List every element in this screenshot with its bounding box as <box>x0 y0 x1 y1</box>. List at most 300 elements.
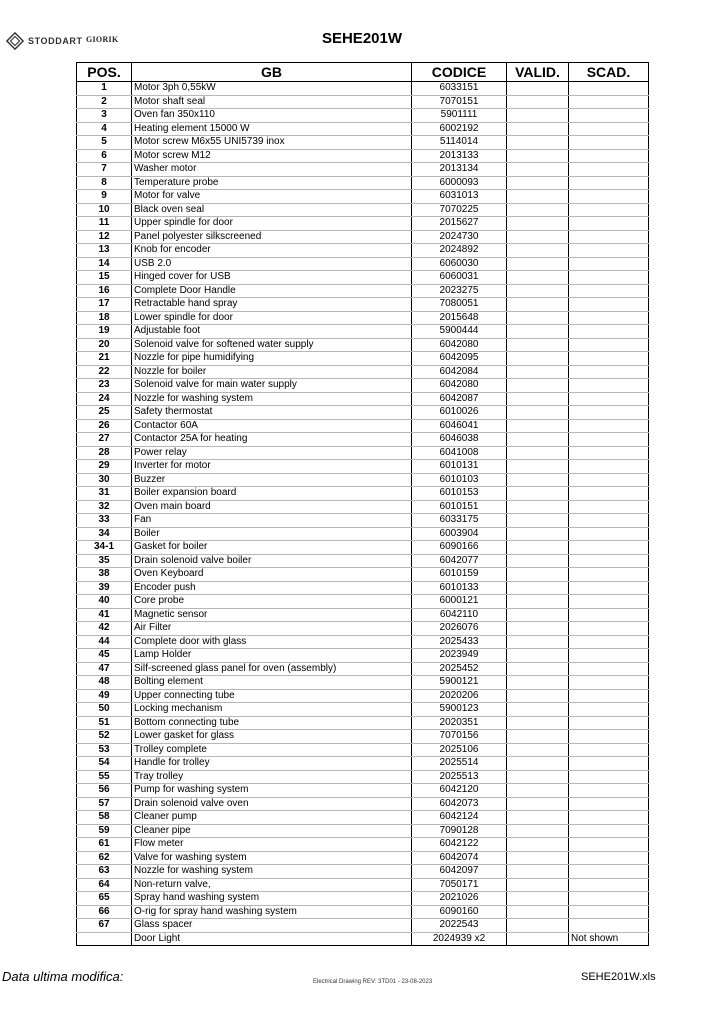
cell-pos: 4 <box>77 122 132 136</box>
cell-pos: 27 <box>77 433 132 447</box>
table-row <box>77 149 649 163</box>
cell-code: 2025513 <box>412 770 507 784</box>
cell-scad <box>569 406 649 420</box>
cell-code: 6060030 <box>412 257 507 271</box>
cell-scad <box>569 757 649 771</box>
cell-pos: 51 <box>77 716 132 730</box>
cell-description: Glass spacer <box>132 919 412 933</box>
cell-valid <box>507 581 569 595</box>
cell-pos: 62 <box>77 851 132 865</box>
cell-pos: 26 <box>77 419 132 433</box>
cell-description: Nozzle for washing system <box>132 392 412 406</box>
cell-valid <box>507 851 569 865</box>
cell-code: 2023275 <box>412 284 507 298</box>
cell-description: Upper spindle for door <box>132 217 412 231</box>
cell-scad <box>569 527 649 541</box>
table-row <box>77 541 649 555</box>
cell-description: Buzzer <box>132 473 412 487</box>
cell-valid <box>507 878 569 892</box>
cell-code: 6042077 <box>412 554 507 568</box>
cell-pos: 38 <box>77 568 132 582</box>
cell-pos: 7 <box>77 163 132 177</box>
cell-description: Silf-screened glass panel for oven (assembly) <box>132 662 412 676</box>
cell-valid <box>507 811 569 825</box>
cell-code: 6042120 <box>412 784 507 798</box>
cell-description: Gasket for boiler <box>132 541 412 555</box>
cell-code: 7050171 <box>412 878 507 892</box>
table-row <box>77 878 649 892</box>
cell-scad <box>569 473 649 487</box>
cell-valid <box>507 662 569 676</box>
cell-valid <box>507 676 569 690</box>
table-row <box>77 446 649 460</box>
cell-code: 6042110 <box>412 608 507 622</box>
cell-code: 6042124 <box>412 811 507 825</box>
cell-code: 2021026 <box>412 892 507 906</box>
cell-pos: 63 <box>77 865 132 879</box>
cell-pos: 29 <box>77 460 132 474</box>
cell-description: Hinged cover for USB <box>132 271 412 285</box>
cell-description: Inverter for motor <box>132 460 412 474</box>
table-row <box>77 325 649 339</box>
cell-code: 6010103 <box>412 473 507 487</box>
cell-pos: 58 <box>77 811 132 825</box>
cell-pos: 30 <box>77 473 132 487</box>
cell-code: 6010159 <box>412 568 507 582</box>
cell-valid <box>507 473 569 487</box>
cell-code: 6010151 <box>412 500 507 514</box>
table-row <box>77 730 649 744</box>
table-row <box>77 770 649 784</box>
cell-scad <box>569 919 649 933</box>
cell-scad <box>569 419 649 433</box>
cell-code: 2026076 <box>412 622 507 636</box>
cell-code: 6042087 <box>412 392 507 406</box>
cell-scad <box>569 311 649 325</box>
cell-scad <box>569 811 649 825</box>
cell-pos: 12 <box>77 230 132 244</box>
column-header-pos: POS. <box>77 63 132 82</box>
table-row <box>77 703 649 717</box>
table-row <box>77 595 649 609</box>
table-row <box>77 136 649 150</box>
cell-valid <box>507 554 569 568</box>
cell-valid <box>507 595 569 609</box>
table-row <box>77 230 649 244</box>
table-row <box>77 82 649 96</box>
cell-scad <box>569 878 649 892</box>
cell-pos: 8 <box>77 176 132 190</box>
cell-code: 6046038 <box>412 433 507 447</box>
cell-description: Magnetic sensor <box>132 608 412 622</box>
cell-code: 6090166 <box>412 541 507 555</box>
table-row <box>77 271 649 285</box>
cell-valid <box>507 730 569 744</box>
cell-scad <box>569 743 649 757</box>
table-row <box>77 743 649 757</box>
cell-description: Motor for valve <box>132 190 412 204</box>
cell-valid <box>507 689 569 703</box>
cell-description: Air Filter <box>132 622 412 636</box>
cell-code: 2015627 <box>412 217 507 231</box>
column-header-gb: GB <box>132 63 412 82</box>
table-row <box>77 95 649 109</box>
cell-description: Contactor 60A <box>132 419 412 433</box>
cell-description: Adjustable foot <box>132 325 412 339</box>
cell-description: USB 2.0 <box>132 257 412 271</box>
table-row <box>77 797 649 811</box>
cell-scad <box>569 176 649 190</box>
cell-scad <box>569 203 649 217</box>
cell-description: Motor screw M6x55 UNI5739 inox <box>132 136 412 150</box>
table-row <box>77 716 649 730</box>
cell-description: Encoder push <box>132 581 412 595</box>
cell-scad <box>569 95 649 109</box>
cell-scad <box>569 581 649 595</box>
cell-pos: 55 <box>77 770 132 784</box>
cell-pos: 47 <box>77 662 132 676</box>
cell-valid <box>507 649 569 663</box>
cell-description: Contactor 25A for heating <box>132 433 412 447</box>
cell-description: Cleaner pump <box>132 811 412 825</box>
cell-pos: 13 <box>77 244 132 258</box>
table-row <box>77 757 649 771</box>
cell-scad <box>569 500 649 514</box>
cell-pos: 64 <box>77 878 132 892</box>
cell-code: 6090160 <box>412 905 507 919</box>
table-row <box>77 500 649 514</box>
cell-pos: 49 <box>77 689 132 703</box>
cell-valid <box>507 514 569 528</box>
cell-scad <box>569 433 649 447</box>
cell-valid <box>507 932 569 946</box>
cell-pos: 20 <box>77 338 132 352</box>
cell-description: Heating element 15000 W <box>132 122 412 136</box>
table-row <box>77 689 649 703</box>
table-row <box>77 635 649 649</box>
cell-code: 6010026 <box>412 406 507 420</box>
table-row <box>77 257 649 271</box>
cell-code: 2025106 <box>412 743 507 757</box>
column-header-scad: SCAD. <box>569 63 649 82</box>
cell-description: Trolley complete <box>132 743 412 757</box>
cell-valid <box>507 217 569 231</box>
cell-code: 2025452 <box>412 662 507 676</box>
cell-description: Temperature probe <box>132 176 412 190</box>
cell-scad <box>569 244 649 258</box>
cell-code: 6033151 <box>412 82 507 96</box>
cell-valid <box>507 487 569 501</box>
cell-scad <box>569 190 649 204</box>
cell-code: 2013134 <box>412 163 507 177</box>
cell-description: Motor 3ph 0,55kW <box>132 82 412 96</box>
cell-scad <box>569 730 649 744</box>
cell-pos: 44 <box>77 635 132 649</box>
cell-pos: 22 <box>77 365 132 379</box>
cell-scad: Not shown <box>569 932 649 946</box>
cell-valid <box>507 257 569 271</box>
table-row <box>77 392 649 406</box>
cell-pos: 32 <box>77 500 132 514</box>
cell-scad <box>569 149 649 163</box>
cell-valid <box>507 838 569 852</box>
table-row <box>77 905 649 919</box>
cell-pos: 56 <box>77 784 132 798</box>
cell-description: Cleaner pipe <box>132 824 412 838</box>
cell-description: Oven main board <box>132 500 412 514</box>
cell-scad <box>569 662 649 676</box>
cell-scad <box>569 392 649 406</box>
cell-code: 5900123 <box>412 703 507 717</box>
table-row <box>77 190 649 204</box>
cell-valid <box>507 365 569 379</box>
table-row <box>77 338 649 352</box>
table-row <box>77 298 649 312</box>
cell-code: 5900444 <box>412 325 507 339</box>
table-row <box>77 851 649 865</box>
cell-description: Pump for washing system <box>132 784 412 798</box>
table-row <box>77 244 649 258</box>
cell-description: Boiler expansion board <box>132 487 412 501</box>
file-name: SEHE201W.xls <box>581 971 656 983</box>
table-row <box>77 487 649 501</box>
cell-description: Motor shaft seal <box>132 95 412 109</box>
table-row <box>77 122 649 136</box>
cell-valid <box>507 338 569 352</box>
table-row <box>77 608 649 622</box>
table-row <box>77 919 649 933</box>
cell-scad <box>569 676 649 690</box>
cell-code: 2024892 <box>412 244 507 258</box>
cell-scad <box>569 892 649 906</box>
cell-description: Lamp Holder <box>132 649 412 663</box>
cell-valid <box>507 703 569 717</box>
cell-scad <box>569 595 649 609</box>
cell-description: Door Light <box>132 932 412 946</box>
cell-pos: 61 <box>77 838 132 852</box>
cell-code: 7090128 <box>412 824 507 838</box>
cell-scad <box>569 541 649 555</box>
page-header <box>0 26 724 56</box>
cell-valid <box>507 743 569 757</box>
cell-valid <box>507 325 569 339</box>
cell-valid <box>507 109 569 123</box>
cell-scad <box>569 851 649 865</box>
cell-valid <box>507 608 569 622</box>
table-row <box>77 932 649 946</box>
table-row <box>77 419 649 433</box>
cell-scad <box>569 622 649 636</box>
cell-pos: 59 <box>77 824 132 838</box>
cell-pos: 42 <box>77 622 132 636</box>
cell-valid <box>507 568 569 582</box>
cell-valid <box>507 500 569 514</box>
cell-scad <box>569 446 649 460</box>
cell-description: Complete Door Handle <box>132 284 412 298</box>
cell-code: 6033175 <box>412 514 507 528</box>
cell-valid <box>507 757 569 771</box>
cell-description: Power relay <box>132 446 412 460</box>
cell-valid <box>507 284 569 298</box>
cell-scad <box>569 109 649 123</box>
cell-valid <box>507 635 569 649</box>
table-row <box>77 217 649 231</box>
table-row <box>77 554 649 568</box>
table-row <box>77 581 649 595</box>
cell-code: 2015648 <box>412 311 507 325</box>
table-row <box>77 109 649 123</box>
cell-description: Boiler <box>132 527 412 541</box>
cell-valid <box>507 352 569 366</box>
cell-pos: 25 <box>77 406 132 420</box>
cell-scad <box>569 797 649 811</box>
cell-pos: 34 <box>77 527 132 541</box>
cell-scad <box>569 460 649 474</box>
cell-pos: 53 <box>77 743 132 757</box>
cell-pos: 65 <box>77 892 132 906</box>
cell-description: Nozzle for pipe humidifying <box>132 352 412 366</box>
cell-code: 6010153 <box>412 487 507 501</box>
table-header-row <box>77 63 649 82</box>
cell-pos: 41 <box>77 608 132 622</box>
cell-scad <box>569 635 649 649</box>
cell-code: 7070156 <box>412 730 507 744</box>
cell-valid <box>507 622 569 636</box>
cell-valid <box>507 136 569 150</box>
cell-code: 6060031 <box>412 271 507 285</box>
cell-pos: 31 <box>77 487 132 501</box>
cell-scad <box>569 257 649 271</box>
table-row <box>77 811 649 825</box>
cell-pos: 5 <box>77 136 132 150</box>
cell-code: 2024939 x2 <box>412 932 507 946</box>
cell-valid <box>507 433 569 447</box>
cell-code: 2020206 <box>412 689 507 703</box>
cell-code: 2022543 <box>412 919 507 933</box>
cell-valid <box>507 419 569 433</box>
cell-valid <box>507 311 569 325</box>
table-row <box>77 784 649 798</box>
cell-pos: 10 <box>77 203 132 217</box>
cell-code: 2020351 <box>412 716 507 730</box>
column-header-valid: VALID. <box>507 63 569 82</box>
cell-pos: 28 <box>77 446 132 460</box>
cell-pos: 18 <box>77 311 132 325</box>
table-row <box>77 622 649 636</box>
cell-description: Solenoid valve for softened water supply <box>132 338 412 352</box>
cell-valid <box>507 716 569 730</box>
cell-description: Washer motor <box>132 163 412 177</box>
cell-valid <box>507 244 569 258</box>
cell-description: Solenoid valve for main water supply <box>132 379 412 393</box>
cell-pos: 9 <box>77 190 132 204</box>
cell-valid <box>507 176 569 190</box>
cell-pos: 57 <box>77 797 132 811</box>
cell-pos: 11 <box>77 217 132 231</box>
cell-pos: 16 <box>77 284 132 298</box>
cell-code: 6042095 <box>412 352 507 366</box>
drawing-reference: Electrical Drawing REV: 3TD01 - 23-08-2023 <box>313 979 433 985</box>
table-row <box>77 676 649 690</box>
table-row <box>77 662 649 676</box>
table-row <box>77 311 649 325</box>
cell-description: Lower spindle for door <box>132 311 412 325</box>
table-row <box>77 460 649 474</box>
cell-description: Drain solenoid valve oven <box>132 797 412 811</box>
cell-description: Oven fan 350x110 <box>132 109 412 123</box>
table-row <box>77 406 649 420</box>
cell-valid <box>507 271 569 285</box>
cell-pos: 39 <box>77 581 132 595</box>
cell-valid <box>507 446 569 460</box>
cell-pos: 52 <box>77 730 132 744</box>
cell-code: 2025514 <box>412 757 507 771</box>
cell-code: 5114014 <box>412 136 507 150</box>
cell-description: Complete door with glass <box>132 635 412 649</box>
parts-table <box>76 62 649 946</box>
cell-description: Oven Keyboard <box>132 568 412 582</box>
cell-description: Fan <box>132 514 412 528</box>
cell-code: 2025433 <box>412 635 507 649</box>
table-row <box>77 433 649 447</box>
cell-description: Drain solenoid valve boiler <box>132 554 412 568</box>
table-row <box>77 284 649 298</box>
cell-valid <box>507 298 569 312</box>
document-title: SEHE201W <box>321 30 403 47</box>
cell-description: Spray hand washing system <box>132 892 412 906</box>
cell-scad <box>569 163 649 177</box>
cell-pos: 15 <box>77 271 132 285</box>
table-row <box>77 473 649 487</box>
table-row <box>77 365 649 379</box>
cell-valid <box>507 865 569 879</box>
cell-pos: 40 <box>77 595 132 609</box>
table-row <box>77 865 649 879</box>
cell-pos: 54 <box>77 757 132 771</box>
cell-description: Non-return valve, <box>132 878 412 892</box>
cell-valid <box>507 379 569 393</box>
cell-scad <box>569 905 649 919</box>
cell-description: Locking mechanism <box>132 703 412 717</box>
cell-valid <box>507 892 569 906</box>
cell-pos: 1 <box>77 82 132 96</box>
cell-description: Valve for washing system <box>132 851 412 865</box>
cell-code: 6003904 <box>412 527 507 541</box>
table-row <box>77 892 649 906</box>
cell-valid <box>507 122 569 136</box>
cell-valid <box>507 406 569 420</box>
table-row <box>77 838 649 852</box>
cell-code: 6000121 <box>412 595 507 609</box>
cell-scad <box>569 608 649 622</box>
cell-scad <box>569 703 649 717</box>
cell-code: 6042122 <box>412 838 507 852</box>
cell-scad <box>569 716 649 730</box>
cell-scad <box>569 217 649 231</box>
cell-code: 2024730 <box>412 230 507 244</box>
column-header-codice: CODICE <box>412 63 507 82</box>
cell-code: 6002192 <box>412 122 507 136</box>
cell-code: 7070151 <box>412 95 507 109</box>
cell-valid <box>507 149 569 163</box>
table-row <box>77 527 649 541</box>
cell-code: 6010133 <box>412 581 507 595</box>
cell-pos: 48 <box>77 676 132 690</box>
cell-scad <box>569 230 649 244</box>
cell-description: Upper connecting tube <box>132 689 412 703</box>
cell-description: Black oven seal <box>132 203 412 217</box>
cell-description: Core probe <box>132 595 412 609</box>
